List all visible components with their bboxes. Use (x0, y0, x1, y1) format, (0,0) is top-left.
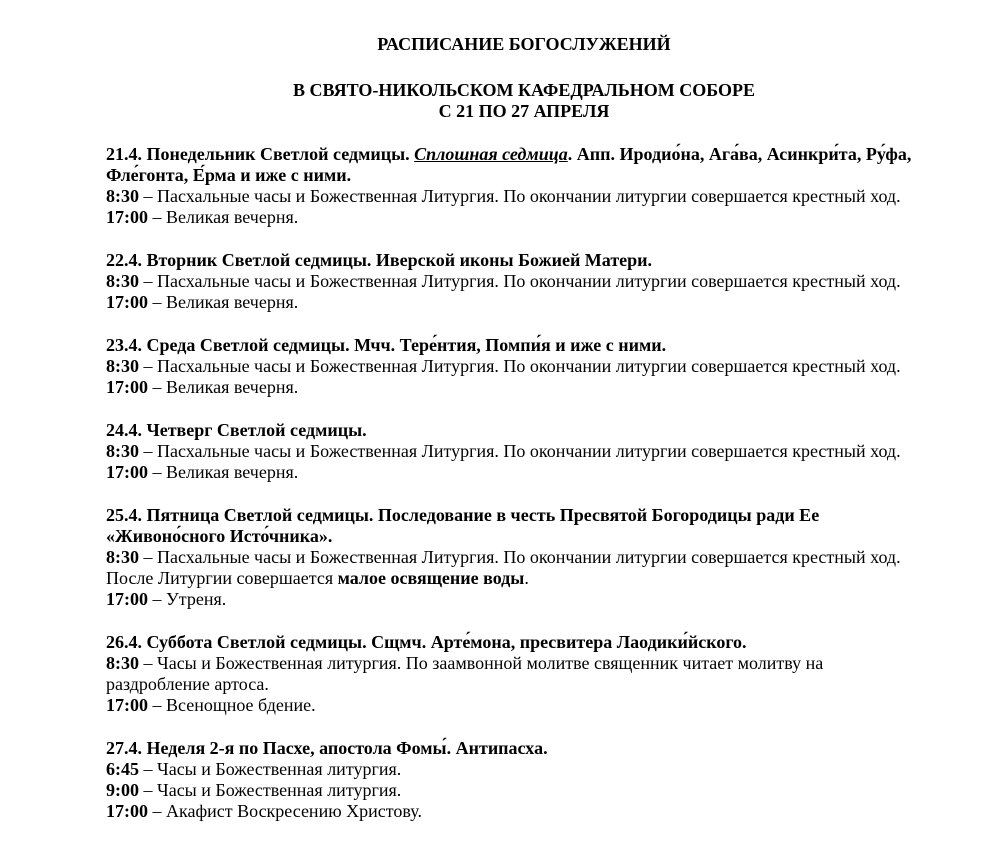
service-line: 6:45 – Часы и Божественная литургия. (106, 759, 402, 779)
day-heading-23-4: 23.4. Среда Светлой седмицы. Мчч. Тере́нтия, Помпи́я и иже с ними. (106, 335, 667, 355)
service-line: 17:00 – Великая вечерня. (106, 207, 299, 227)
continuous-week-label: Сплошная седмица (414, 144, 568, 164)
service-time: 17:00 (106, 589, 148, 609)
service-line: 8:30 – Пасхальные часы и Божественная Литургия. По окончании литургии совершается крестный ход. (106, 186, 901, 206)
service-time: 17:00 (106, 695, 148, 715)
service-time: 8:30 (106, 441, 139, 461)
service-time: 17:00 (106, 377, 148, 397)
service-time: 6:45 (106, 759, 139, 779)
service-time: 8:30 (106, 271, 139, 291)
service-time: 9:00 (106, 780, 139, 800)
day-heading-24-4: 24.4. Четверг Светлой седмицы. (106, 420, 367, 440)
service-time: 8:30 (106, 186, 139, 206)
service-line: 8:30 – Пасхальные часы и Божественная Литургия. По окончании литургии совершается крестный ход. (106, 547, 901, 567)
date-range-title: С 21 ПО 27 АПРЕЛЯ (438, 101, 610, 121)
day-heading-27-4: 27.4. Неделя 2-я по Пасхе, апостола Фомы́. Антипасха. (106, 738, 548, 758)
service-continuation: раздробление артоса. (106, 674, 269, 694)
service-line: 8:30 – Пасхальные часы и Божественная Литургия. По окончании литургии совершается крестный ход. (106, 271, 901, 291)
day-heading-25-4: 25.4. Пятница Светлой седмицы. Последование в честь Пресвятой Богородицы ради Ее (106, 505, 820, 525)
service-line: 17:00 – Всенощное бдение. (106, 695, 316, 715)
service-line: 17:00 – Акафист Воскресению Христову. (106, 801, 422, 821)
service-note: После Литургии совершается малое освящение воды. (106, 568, 529, 588)
day-heading-22-4: 22.4. Вторник Светлой седмицы. Иверской иконы Божией Матери. (106, 250, 653, 270)
service-time: 8:30 (106, 653, 139, 673)
service-time: 8:30 (106, 547, 139, 567)
service-line: 17:00 – Великая вечерня. (106, 292, 299, 312)
service-line: 8:30 – Пасхальные часы и Божественная Литургия. По окончании литургии совершается крестный ход. (106, 356, 901, 376)
service-line: 17:00 – Великая вечерня. (106, 377, 299, 397)
water-blessing-label: малое освящение воды (337, 568, 525, 588)
document-title: РАСПИСАНИЕ БОГОСЛУЖЕНИЙ (377, 34, 671, 54)
day-heading-25-4-cont: «Живоно́сного Исто́чника». (106, 526, 333, 546)
service-time: 17:00 (106, 292, 148, 312)
service-line: 8:30 – Пасхальные часы и Божественная Литургия. По окончании литургии совершается крестный ход. (106, 441, 901, 461)
service-time: 8:30 (106, 356, 139, 376)
day-heading-26-4: 26.4. Суббота Светлой седмицы. Сщмч. Арте́мона, пресвитера Лаодики́йского. (106, 632, 747, 652)
service-time: 17:00 (106, 207, 148, 227)
cathedral-title: В СВЯТО-НИКОЛЬСКОМ КАФЕДРАЛЬНОМ СОБОРЕ (292, 80, 756, 100)
service-time: 17:00 (106, 801, 148, 821)
service-time: 17:00 (106, 462, 148, 482)
service-line: 9:00 – Часы и Божественная литургия. (106, 780, 402, 800)
service-line: 17:00 – Утреня. (106, 589, 227, 609)
service-line: 17:00 – Великая вечерня. (106, 462, 299, 482)
day-heading-21-4: 21.4. Понедельник Светлой седмицы. Сплошная седмица. Апп. Иродио́на, Ага́ва, Асинкри́та, Ру́фа, (106, 144, 912, 164)
day-heading-21-4-cont: Фле́гонта, Е́рма и иже с ними. (106, 165, 352, 185)
service-line: 8:30 – Часы и Божественная литургия. По заамвонной молитве священник читает молитву на (106, 653, 824, 673)
